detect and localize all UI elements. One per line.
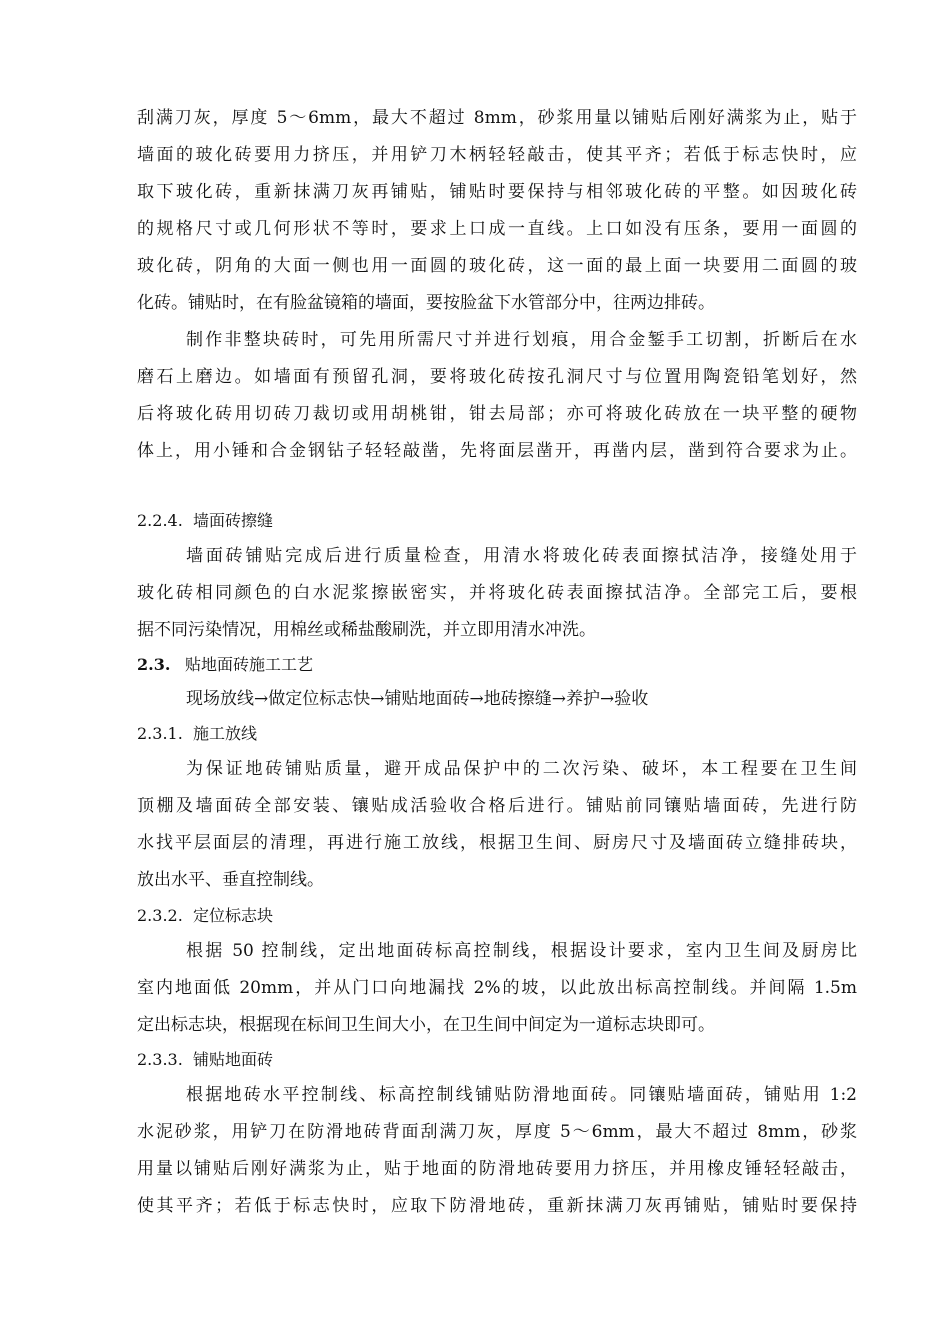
- heading-title: 贴地面砖施工工艺: [185, 655, 314, 674]
- heading-number: 2.3.3.: [137, 1050, 183, 1069]
- heading-number: 2.3.: [137, 655, 171, 674]
- paragraph-3-line: 玻化砖相同颜色的白水泥浆擦嵌密实，并将玻化砖表面擦拭洁净。全部完工后，要根: [137, 583, 857, 603]
- heading-2-2-4: [137, 510, 857, 532]
- heading-2-3-3: [137, 1049, 857, 1071]
- paragraph-1-line: 取下玻化砖，重新抹满刀灰再铺贴，铺贴时要保持与相邻玻化砖的平整。如因玻化砖: [137, 182, 857, 202]
- heading-2-3-2: [137, 905, 857, 927]
- heading-number: 2.2.4.: [137, 511, 183, 530]
- paragraph-6-line: 水泥砂浆，用铲刀在防滑地砖背面刮满刀灰，厚度 5～6mm，最大不超过 8mm，砂浆: [137, 1122, 857, 1142]
- paragraph-1-line: 的规格尺寸或几何形状不等时，要求上口成一直线。上口如没有压条，要用一面圆的: [137, 219, 857, 239]
- paragraph-6-line: 使其平齐；若低于标志快时，应取下防滑地砖，重新抹满刀灰再铺贴，铺贴时要保持: [137, 1196, 857, 1216]
- paragraph-6-line: 根据地砖水平控制线、标高控制线铺贴防滑地面砖。同镶贴墙面砖，铺贴用 1:2: [186, 1085, 857, 1105]
- paragraph-1-line: 玻化砖，阴角的大面一侧也用一面圆的玻化砖，这一面的最上面一块要用二面圆的玻: [137, 256, 857, 276]
- paragraph-4-line: 为保证地砖铺贴质量，避开成品保护中的二次污染、破坏，本工程要在卫生间: [186, 759, 857, 779]
- heading-number: 2.3.2.: [137, 906, 183, 925]
- heading-title: 墙面砖擦缝: [193, 511, 274, 530]
- paragraph-5-line: 定出标志块，根据现在标间卫生间大小，在卫生间中间定为一道标志块即可。: [137, 1015, 715, 1035]
- paragraph-6-line: 用量以铺贴后刚好满浆为止，贴于地面的防滑地砖要用力挤压，并用橡皮锤轻轻敲击，: [137, 1159, 857, 1179]
- paragraph-2-line: 制作非整块砖时，可先用所需尺寸并进行划痕，用合金錾手工切割，折断后在水: [186, 330, 857, 350]
- paragraph-2-line: 体上，用小锤和合金钢钻子轻轻敲凿，先将面层凿开，再凿内层，凿到符合要求为止。: [137, 441, 857, 461]
- heading-title: 定位标志块: [193, 906, 274, 925]
- heading-2-3-1: [137, 723, 857, 745]
- paragraph-4-line: 顶棚及墙面砖全部安装、镶贴成活验收合格后进行。铺贴前同镶贴墙面砖，先进行防: [137, 796, 857, 816]
- paragraph-4-line: 放出水平、垂直控制线。: [137, 870, 324, 890]
- paragraph-5-line: 室内地面低 20mm，并从门口向地漏找 2%的坡，以此放出标高控制线。并间隔 1.5m: [137, 978, 857, 998]
- paragraph-1-line: 刮满刀灰，厚度 5～6mm，最大不超过 8mm，砂浆用量以铺贴后刚好满浆为止，贴于: [137, 108, 857, 128]
- heading-2-3: [137, 654, 857, 676]
- paragraph-2-line: 后将玻化砖用切砖刀裁切或用胡桃钳，钳去局部；亦可将玻化砖放在一块平整的硬物: [137, 404, 857, 424]
- heading-number: 2.3.1.: [137, 724, 183, 743]
- paragraph-4-line: 水找平层面层的清理，再进行施工放线，根据卫生间、厨房尺寸及墙面砖立缝排砖块，: [137, 833, 857, 853]
- paragraph-1-line: 化砖。铺贴时，在有脸盆镜箱的墙面，要按脸盆下水管部分中，往两边排砖。: [137, 293, 715, 313]
- paragraph-3-line: 据不同污染情况，用棉丝或稀盐酸刷洗，并立即用清水冲洗。: [137, 620, 596, 640]
- paragraph-5-line: 根据 50 控制线，定出地面砖标高控制线，根据设计要求，室内卫生间及厨房比: [186, 941, 857, 961]
- process-flow: 现场放线→做定位标志快→铺贴地面砖→地砖擦缝→养护→验收: [186, 689, 649, 709]
- paragraph-1-line: 墙面的玻化砖要用力挤压，并用铲刀木柄轻轻敲击，使其平齐；若低于标志快时，应: [137, 145, 857, 165]
- paragraph-3-line: 墙面砖铺贴完成后进行质量检查，用清水将玻化砖表面擦拭洁净，接缝处用于: [186, 546, 857, 566]
- heading-title: 施工放线: [193, 724, 258, 743]
- paragraph-2-line: 磨石上磨边。如墙面有预留孔洞，要将玻化砖按孔洞尺寸与位置用陶瓷铅笔划好，然: [137, 367, 857, 387]
- heading-title: 铺贴地面砖: [193, 1050, 274, 1069]
